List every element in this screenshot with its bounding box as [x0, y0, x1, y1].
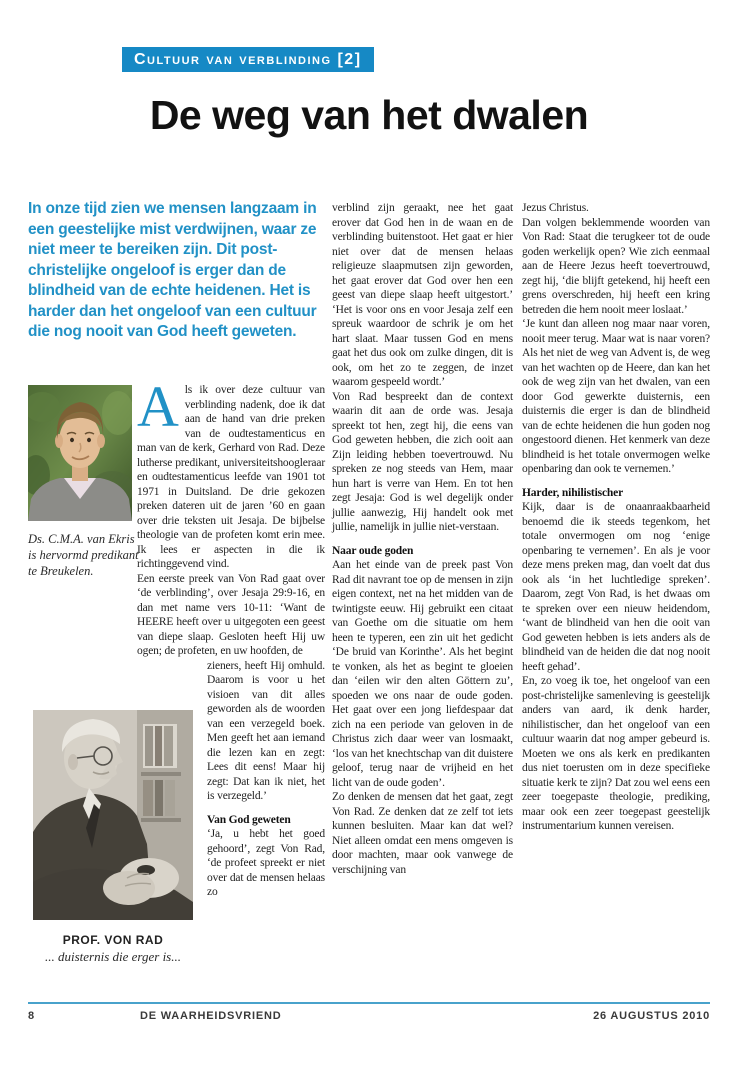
van-ekris-caption: Ds. C.M.A. van Ekris is hervormd predikant te Breukelen.	[28, 532, 139, 578]
body-paragraph: ‘Je kunt dan alleen nog maar naar voren, nooit meer terug. Maar wat is naar voren? Als het niet de weg van Advent is, de weg van het wachten op de Heere, dan kan het ook de weg zijn van het dwalen, van een door God gewerkte duisternis, een duisternis die erger is dan de blindheid van de echte heidenen die hun goden nog ongestoord dienen. Het kenmerk van deze blindheid is het totale onvermogen welke openbaring dan ook te vernemen.’	[522, 318, 710, 475]
subhead-naar-oude-goden: Naar oude goden	[332, 544, 414, 557]
body-paragraph: Aan het einde van de preek past Von Rad dit navrant toe op de mensen in zijn eigen context, net na het midden van de twintigste eeuw. Hij gebruikt een citaat van Goethe om die situatie om hem heen te typeren, een zin uit het gedicht ‘De bruid van Korinthe’. Als het begint te vonken, als het as begint te gloeien dan ‘eilen wir den alten Göttern zu’, spoeden we ons naar de oude goden. Het gaat over een jong liefdespaar dat zich na een periode van geloven in de Christus zich daar weer van losmaakt, ‘los van het knechtschap van dit duistere geloof, terug naar de vrijheid en het licht van de oude goden’.	[332, 559, 513, 789]
von-rad-caption	[33, 933, 193, 965]
body-paragraph: zieners, heeft Hij omhuld. Daarom is voor u het visioen van dit alles geworden als de woorden van een verzegeld boek. Men geeft het aan iemand die lezen kan en zegt: Lees dit eens! Maar hij zegt: Dat kan ik niet, het is verzegeld.’	[207, 659, 325, 802]
body-paragraph: Kijk, daar is de onaanraakbaarheid benoemd die ik steeds tegenkom, het totale onvermogen om nog ‘enige openbaring te vernemen’. En als je voor deze mens preken mag, dan voelt dat dus ook als ‘in het luchtledige spreken’. Daarom, zegt Von Rad, is het dwaas om te spreken over een nieuw heidendom, ‘want de blindheid van hen die ooit van God geweten hebben is iets anders als de blindheid van de heiden die dat nog nooit heeft gehad’.	[522, 501, 710, 673]
body-text: ls ik over deze cultuur van verblinding nadenk, doe ik dat aan de hand van drie preken van de oudtestamenticus en man van de kerk, Gerhard von Rad. Deze lutherse predikant, universiteitshoogleraar en oudtestamenticus leefde van 1901 tot 1971 in Duitsland. De drie gekozen preken dateren uit de jaren ’60 en gaan over drie teksten uit Jesaja. De bijbelse theologie van de profeten komt erin mee. Ik lees er aspecten in die ik richtinggevend vind.	[137, 384, 325, 570]
van-ekris-photo	[28, 385, 132, 521]
subhead-van-god-geweten: Van God geweten	[207, 813, 291, 826]
footer	[28, 1010, 710, 1024]
body-paragraph: En, zo voeg ik toe, het ongeloof van een post-christelijke samenleving is geestelijk anders van aard, ik denk harder, nihilistischer, dan het ongeloof van een cultuur waarin dat nog amper gebeurd is. Moeten we ons als kerk en predikanten dus niet toerusten om in deze specifieke situatie kerk te zijn? Dat zou wel eens een zeer toegepaste theologie, prediking, maar ook een zeer toegepast geestelijk instrumentarium kunnen vereisen.	[522, 675, 710, 832]
body-paragraph: Von Rad bespreekt dan de context waarin dit aan de orde was. Jesaja spreekt tot hen, zegt hij, die eens van God geweten hebben, die zich ooit aan Zijn leiding hebben toevertrouwd. Nu spreken ze nog steeds van Hem, maar hun hart is verre van Hem. En tot hen zegt Jesaja: God is wel degelijk onder jullie aanwezig, Hij handelt ook met jullie, namelijk in jullie niet-verstaan.	[332, 390, 513, 533]
dropcap: A	[137, 374, 179, 439]
column-1	[137, 374, 325, 900]
body-paragraph: ‘Ja, u hebt het goed gehoord’, zegt Von Rad, ‘de profeet spreekt er niet over dat de mensen helaas zo	[207, 828, 325, 898]
section-kicker: Cultuur van verblinding [2]	[122, 47, 374, 72]
von-rad-caption-name: PROF. VON RAD	[62, 933, 164, 947]
body-paragraph: verblind zijn geraakt, nee het gaat erover dat God hen in de waan en de verblinding buitenstoot. Het gaat er hier niet over dat de mensen helaas religieuze slaapmutsen zijn geworden, het gaat erover dat God over hen een geest van diepe slaap heeft uitgestort.’ ‘Het is voor ons en voor Jesaja zelf een spreuk waardoor de schrik je om het hart slaat. Maar tussen God en mens gaat het dus ook om zulke dingen, dit is ook, om het zo te zeggen, de inzet waarom gespeeld wordt.’	[332, 202, 513, 388]
column-3	[522, 201, 710, 834]
body-paragraph: Dan volgen beklemmende woorden van Von Rad: Staat die terugkeer tot de oude goden werkelijk open? Wie zich eenmaal aan de Heere Jezus heeft toevertrouwd, zegt hij, ‘die blijft getekend, hij heeft een grens overschreden, hij heeft een kring betreden die hem nooit meer loslaat.’	[522, 216, 710, 316]
article-title: De weg van het dwalen	[149, 92, 589, 138]
page-number: 8	[28, 1010, 35, 1022]
magazine-name: DE WAARHEIDSVRIEND	[140, 1010, 282, 1022]
body-paragraph	[137, 374, 325, 572]
body-paragraph: Een eerste preek van Von Rad gaat over ‘de verblinding’, over Jesaja 29:9-16, en dan met name vers 10-11: ‘Want de HEERE heeft over u uitgegoten een geest van diepe slaap. Gesloten heeft Hij uw ogen; de profeten, en uw hoofden, de	[137, 572, 325, 657]
body-paragraph: Zo denken de mensen dat het gaat, zegt Von Rad. Ze denken dat ze zelf tot iets kunnen besluiten. Maar kan dat wel? Niet alleen omdat een mens omgeven is door machten, maar ook vanwege de verschijning van	[332, 791, 513, 876]
column-2	[332, 201, 513, 877]
column-1-wrap-block	[207, 659, 325, 900]
article-intro: In onze tijd zien we mensen langzaam in een geestelijke mist verdwijnen, waar ze niet meer te bereiken zijn. Dit post-christelijke ongeloof is erger dan de blindheid van de echte heidenen. Het is harder dan het ongeloof van een cultuur die nog nooit van God heeft geweten.	[28, 200, 317, 340]
subhead-harder-nihilistischer: Harder, nihilistischer	[522, 486, 624, 499]
footer-rule	[28, 1002, 710, 1004]
van-ekris-portrait-image	[28, 385, 132, 521]
von-rad-caption-quote: ... duisternis die erger is...	[44, 949, 181, 964]
body-paragraph: Jezus Christus.	[522, 202, 589, 214]
issue-date: 26 AUGUSTUS 2010	[593, 1010, 710, 1022]
